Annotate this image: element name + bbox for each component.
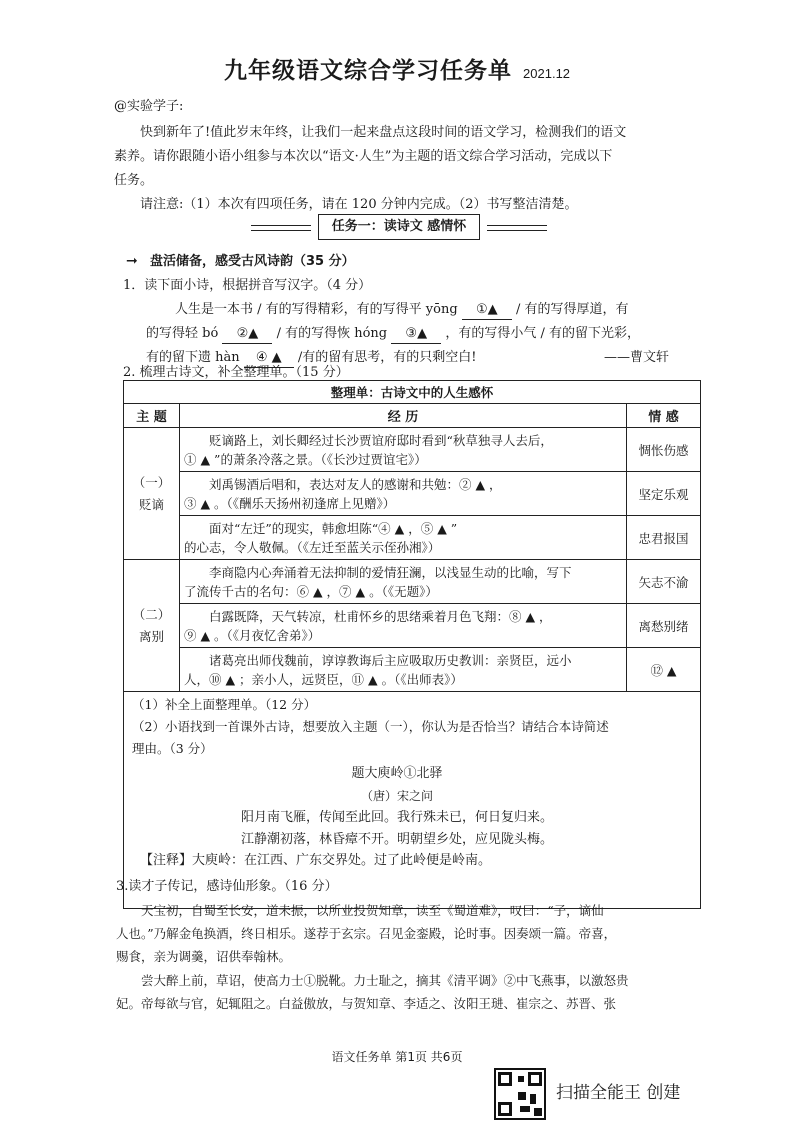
q1-text: 有的留下遗 hàn	[146, 350, 240, 365]
group-label: （一）	[132, 474, 171, 490]
blank-3[interactable]: ③▲	[391, 325, 441, 344]
poem-title: 题大庾岭①北驿	[351, 766, 443, 781]
table-row	[124, 516, 701, 560]
experience-cell[interactable]	[180, 472, 627, 516]
task-one-banner: 任务一：读诗文 感情怀	[318, 214, 480, 240]
q3-stem: 3.读才子传记，感诗仙形象。（16 分）	[116, 879, 338, 894]
qr-code-icon	[494, 1068, 546, 1120]
table-row	[124, 604, 701, 648]
table-row	[124, 428, 701, 472]
exp-line: 了流传千古的名句：⑥ ▲ ，⑦ ▲ 。（《无题》）	[184, 583, 438, 599]
blank-1[interactable]: ①▲	[462, 301, 512, 320]
q1-line-2	[146, 325, 640, 344]
intro-line-1: 快到新年了!值此岁末年终，让我们一起来盘点这段时间的语文学习，检测我们的语文	[140, 125, 627, 140]
blank-2[interactable]: ②▲	[222, 325, 272, 344]
q1-line-1	[175, 301, 628, 320]
group-label: 贬谪	[138, 496, 164, 512]
q1-text: 人生是一本书 / 有的写得精彩，有的写得平 yōng	[175, 302, 458, 317]
poem-line-2: 江静潮初落，林昏瘴不开。明朝望乡处，应见陇头梅。	[240, 832, 553, 847]
q1-text: /有的留有思考，有的只剩空白!	[297, 350, 477, 365]
q1-text: / 有的写得恢 hóng	[276, 326, 388, 341]
experience-cell[interactable]	[180, 560, 627, 604]
q3-para-2b: 妃。帝每欲与官，妃辄阻之。白益傲放，与贺知章、李适之、汝阳王琎、崔宗之、苏晋、张	[116, 996, 617, 1011]
q3-para-2a: 尝大醉上前，草诏，使高力士①脱靴。力士耻之，摘其《清平调》②中飞燕事，以激怒贵	[141, 973, 629, 988]
emotion-cell: 矢志不渝	[627, 560, 701, 604]
exp-line: 的心志，令人敬佩。（《左迁至蓝关示侄孙湘》）	[184, 539, 441, 555]
notice-line: 请注意:（1）本次有四项任务，请在 120 分钟内完成。（2）书写整洁清楚。	[140, 197, 578, 212]
group-two-label	[124, 560, 180, 692]
poem-author: （唐）宋之问	[360, 789, 433, 803]
sub-question-2: （2）小语找到一首课外古诗，想要放入主题（一），你认为是否恰当？请结合本诗简述	[132, 719, 609, 734]
poem-line-1: 阳月南飞雁，传闻至此回。我行殊未已，何日复归来。	[240, 810, 553, 825]
blank-4[interactable]: ④ ▲	[244, 349, 294, 368]
q3-para-1c: 赐食，亲为调羹，诏供奉翰林。	[116, 949, 292, 964]
experience-cell[interactable]	[180, 428, 627, 472]
table-title: 整理单：古诗文中的人生感怀	[124, 381, 701, 404]
greeting: @实验学子:	[114, 99, 184, 114]
emotion-cell[interactable]: ⑫ ▲	[627, 648, 701, 692]
q1-text: / 有的写得厚道，有	[515, 302, 629, 317]
table-row	[124, 472, 701, 516]
exp-line: ⑨ ▲ 。（《月夜忆舍弟》）	[184, 627, 321, 643]
exp-line: 诸葛亮出师伐魏前，谆谆教诲后主应吸取历史教训：亲贤臣，远小	[209, 652, 572, 668]
page-title	[0, 52, 794, 85]
intro-line-2: 素养。请你跟随小语小组参与本次以“语文·人生”为主题的语文综合学习活动，完成以下	[114, 149, 613, 164]
table-row	[124, 560, 701, 604]
q1-stem: 1．读下面小诗，根据拼音写汉字。（4 分）	[123, 278, 372, 293]
exp-line: ① ▲ ”的萧条冷落之景。（《长沙过贾谊宅》）	[184, 451, 427, 467]
experience-cell[interactable]	[180, 516, 627, 560]
col-experience: 经 历	[180, 404, 627, 428]
intro-line-3: 任务。	[114, 173, 154, 188]
page-footer: 语文任务单 第1页 共6页	[331, 1050, 463, 1064]
table-row	[124, 648, 701, 692]
exp-line: 白露既降，天气转凉，杜甫怀乡的思绪乘着月色飞翔：⑧ ▲ ，	[209, 608, 552, 624]
sub-question-1: （1）补全上面整理单。（12 分）	[132, 697, 317, 712]
experience-cell[interactable]	[180, 604, 627, 648]
q3-para-1b: 人也。”乃解金龟换酒，终日相乐。遂荐于玄宗。召见金銮殿，论时事。因奏颂一篇。帝喜，	[116, 926, 617, 941]
arrow-icon: ➞	[126, 253, 138, 269]
col-topic: 主 题	[124, 404, 180, 428]
sub-question-2-cont: 理由。（3 分）	[132, 741, 213, 756]
scanner-watermark: 扫描全能王 创建	[556, 1083, 681, 1103]
experience-cell[interactable]	[180, 648, 627, 692]
exp-line: ③ ▲ 。（《酬乐天扬州初逢席上见赠》）	[184, 495, 396, 511]
q1-text: 的写得轻 bó	[146, 326, 219, 341]
poem-note: 【注释】大庾岭：在江西、广东交界处。过了此岭便是岭南。	[140, 853, 492, 868]
emotion-cell: 离愁别绪	[627, 604, 701, 648]
emotion-cell: 坚定乐观	[627, 472, 701, 516]
title-text: 九年级语文综合学习任务单	[223, 58, 512, 84]
emotion-cell: 惆怅伤感	[627, 428, 701, 472]
emotion-cell: 忠君报国	[627, 516, 701, 560]
q2-stem: 2. 梳理古诗文，补全整理单。（15 分）	[123, 365, 349, 380]
group-label: （二）	[132, 606, 171, 622]
title-date: 2021.12	[523, 66, 571, 81]
col-emotion: 情 感	[627, 404, 701, 428]
exp-line: 面对“左迁”的现实，韩愈坦陈“④ ▲ ，⑤ ▲ ”	[209, 520, 458, 536]
q1-author: ——曹文轩	[604, 350, 670, 365]
exp-line: 李商隐内心奔涌着无法抑制的爱情狂澜，以浅显生动的比喻，写下	[209, 564, 572, 580]
group-label: 离别	[138, 628, 164, 644]
exp-line: 人，⑩ ▲ ；亲小人，远贤臣，⑪ ▲ 。（《出师表》）	[184, 671, 463, 687]
q1-text: ，有的写得小气 / 有的留下光彩，	[445, 326, 641, 341]
q3-para-1a: 天宝初，自蜀至长安，道未振，以所业投贺知章，读至《蜀道难》，叹曰：“子，谪仙	[141, 903, 604, 918]
section-one-title: 盘活储备，感受古风诗韵（35 分）	[150, 254, 355, 269]
group-one-label	[124, 428, 180, 560]
exp-line: 刘禹锡酒后唱和，表达对友人的感谢和共勉：② ▲ ，	[209, 476, 502, 492]
exp-line: 贬谪路上，刘长卿经过长沙贾谊府邸时看到“秋草独寻人去后，	[209, 432, 553, 448]
